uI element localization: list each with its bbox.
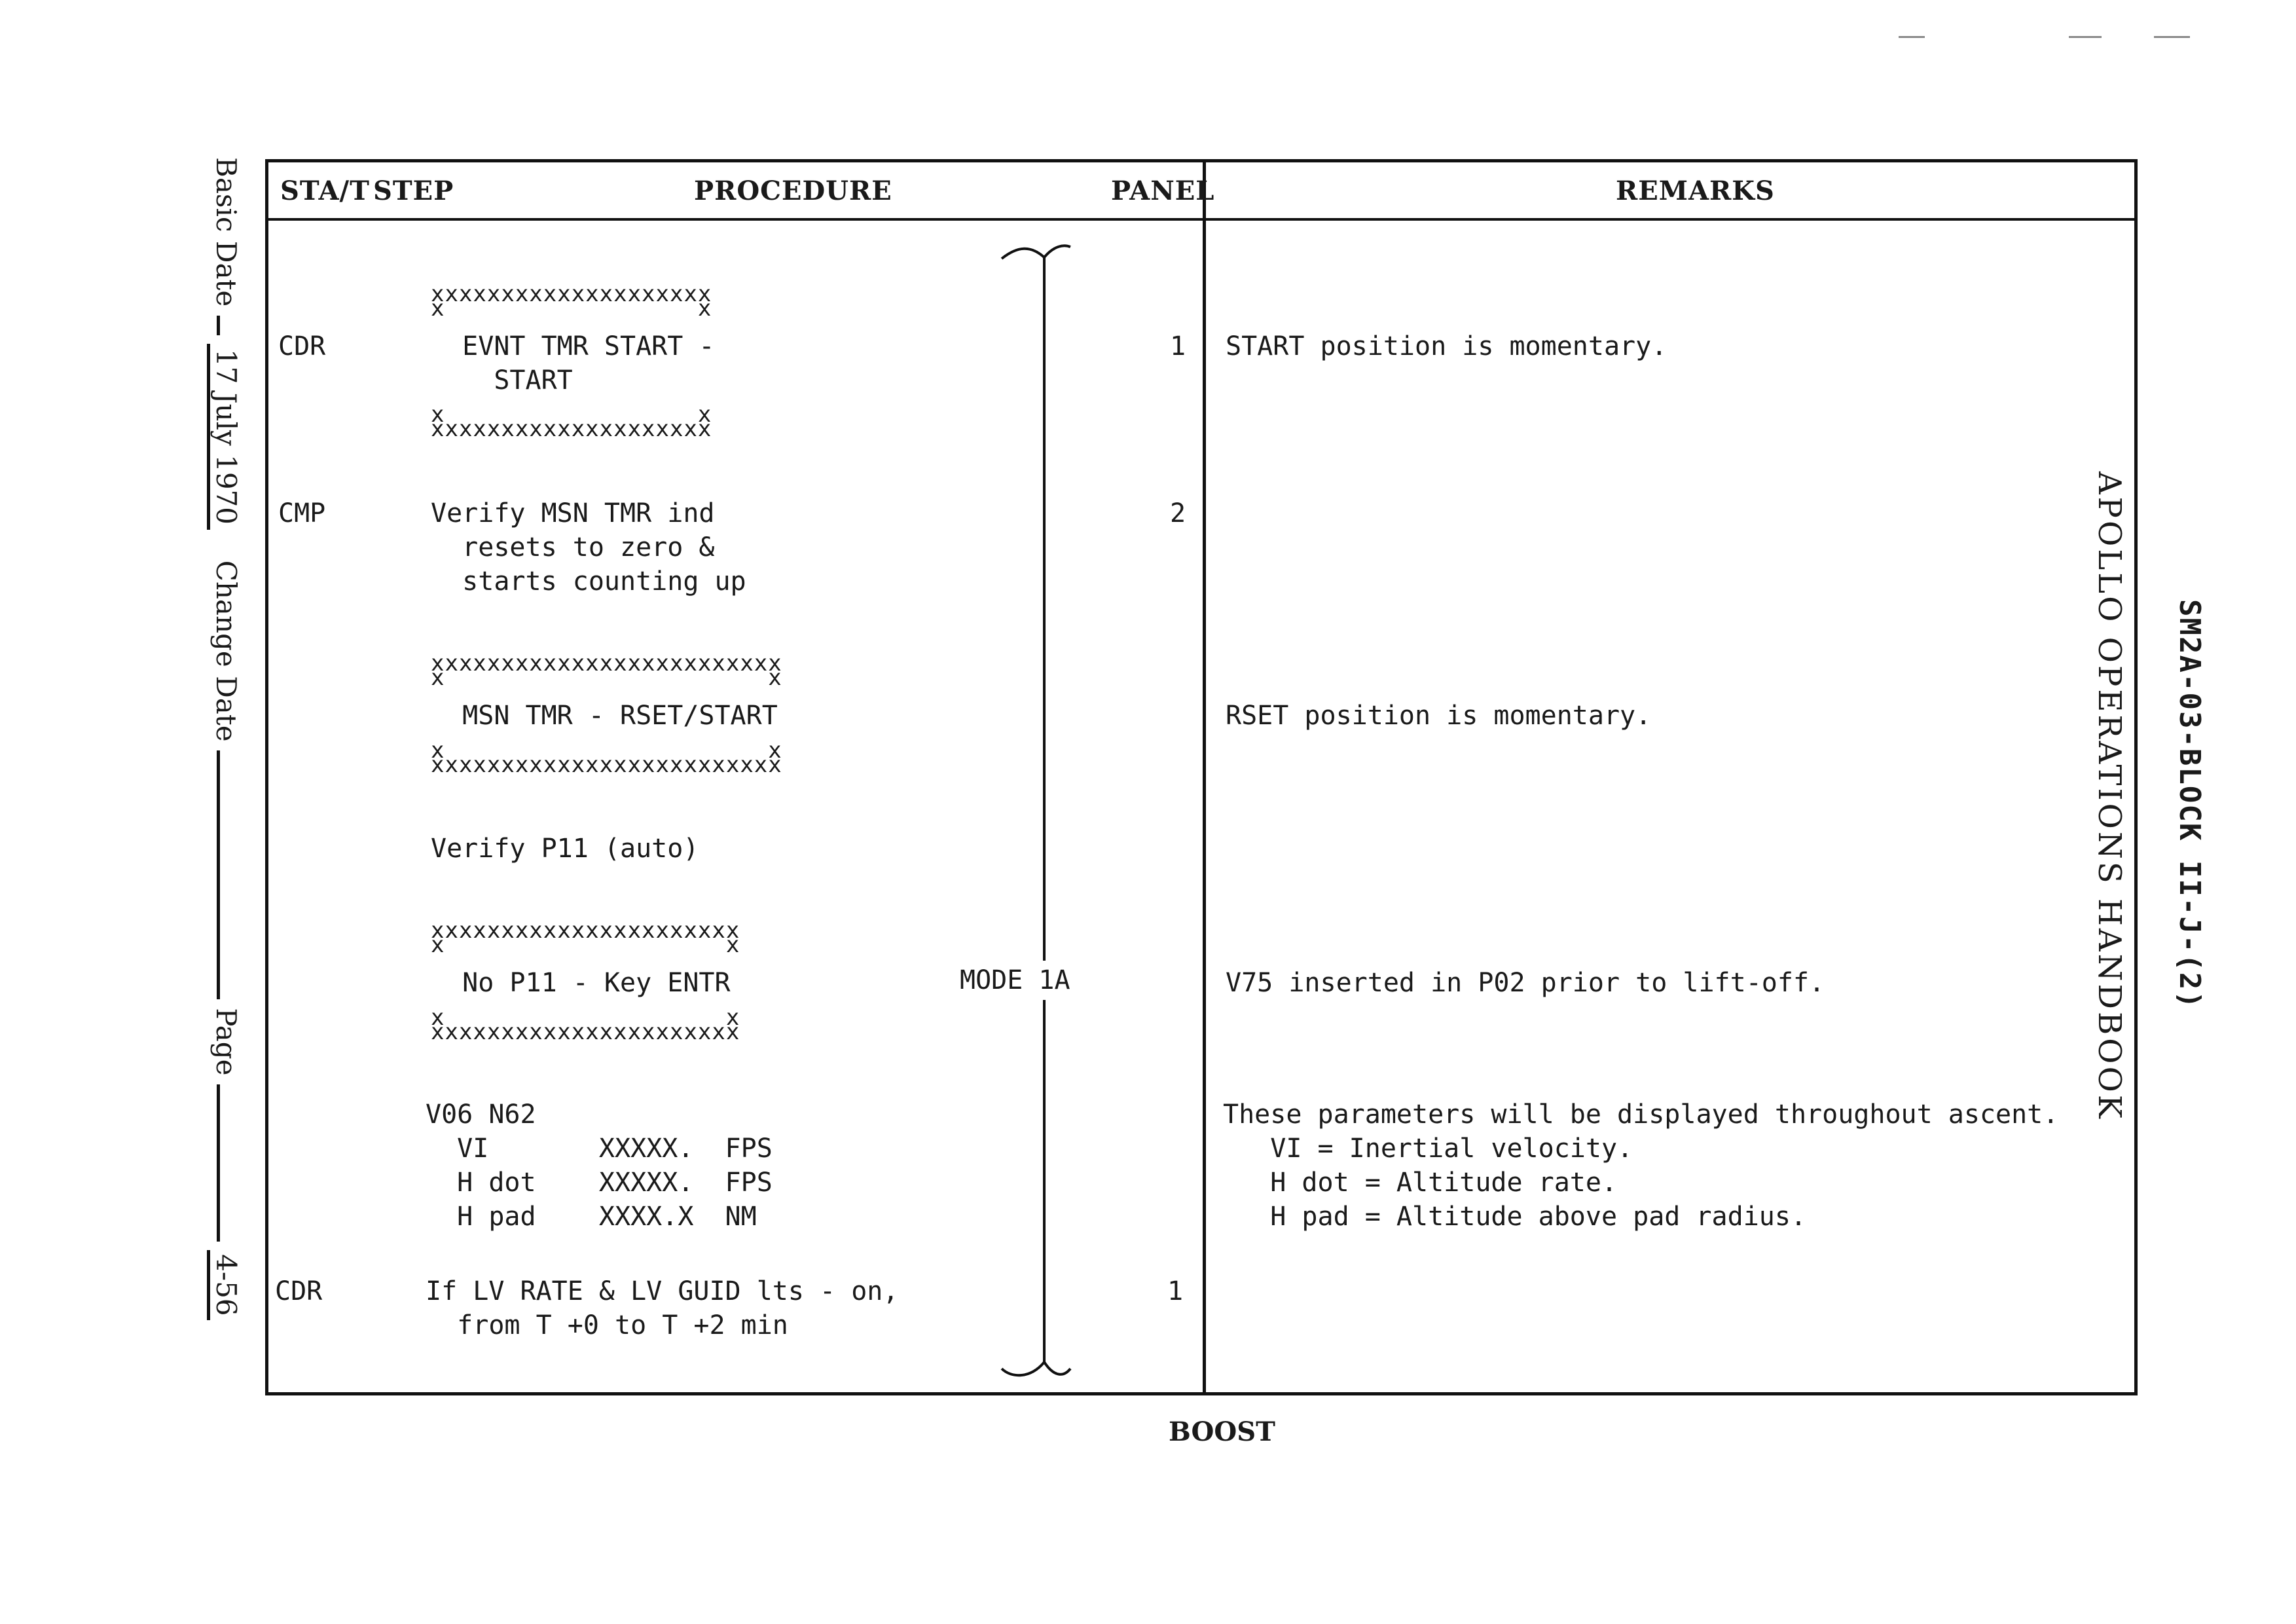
- page-label: Page: [210, 1008, 242, 1076]
- underline: [217, 316, 220, 335]
- emphasis-box-top: xxxxxxxxxxxxxxxxxxxxxxxxx x x: [431, 650, 782, 691]
- panel-number: 1: [1167, 1276, 1184, 1306]
- basic-date-value: 17 July 1970: [207, 344, 242, 530]
- procedure-step: If LV RATE & LV GUID lts - on, from T +0 to T +2 min: [426, 1276, 899, 1340]
- revision-strip: [207, 157, 242, 1401]
- station-cdr: CDR: [278, 331, 326, 361]
- scan-artifact: [2069, 36, 2102, 38]
- header-remarks: REMARKS: [1616, 175, 1775, 206]
- page-value: 4-56: [207, 1250, 242, 1320]
- document-id: SM2A-03-BLOCK II-J-(2): [2173, 599, 2206, 1010]
- remark: V75 inserted in P02 prior to lift-off.: [1226, 968, 1825, 998]
- underline: [217, 1084, 220, 1242]
- emphasis-box-top: xxxxxxxxxxxxxxxxxxxxxx x x: [431, 917, 740, 958]
- section-footer: BOOST: [1169, 1416, 1275, 1447]
- emphasis-box-bottom: x x xxxxxxxxxxxxxxxxxxxxxx: [431, 1005, 740, 1045]
- procedure-step: MSN TMR - RSET/START: [431, 701, 778, 731]
- mode-label: MODE 1A: [955, 961, 1076, 1000]
- remark: START position is momentary.: [1226, 331, 1667, 361]
- panel-number: 1: [1170, 331, 1186, 361]
- remark: RSET position is momentary.: [1226, 701, 1652, 731]
- emphasis-box-bottom: x x xxxxxxxxxxxxxxxxxxxx: [431, 401, 712, 442]
- remark: These parameters will be displayed throughout ascent. VI = Inertial velocity. H dot = Altitude rate. H pad = Altitude above pad radius.: [1223, 1099, 2059, 1232]
- procedure-step: V06 N62 VI XXXXX. FPS H dot XXXXX. FPS H pad XXXX.X NM: [426, 1099, 773, 1232]
- header-procedure: PROCEDURE: [694, 175, 892, 206]
- header-rule: [265, 218, 2138, 221]
- station-cmp: CMP: [278, 498, 326, 528]
- mode-brace: [982, 239, 1074, 1382]
- basic-date-label: Basic Date: [210, 157, 242, 307]
- emphasis-box-bottom: x x xxxxxxxxxxxxxxxxxxxxxxxxx: [431, 737, 782, 778]
- procedure-step: No P11 - Key ENTR: [431, 968, 731, 998]
- scan-artifact: [2154, 36, 2190, 38]
- header-panel: PANEL: [1111, 175, 1215, 206]
- procedure-step: Verify MSN TMR ind resets to zero & starts counting up: [431, 498, 746, 597]
- procedure-step: EVNT TMR START - START: [462, 331, 715, 396]
- column-divider: [1203, 159, 1206, 1395]
- station-cdr: CDR: [275, 1276, 323, 1306]
- change-date-label: Change Date: [210, 560, 242, 742]
- header-sta-t: STA/T: [280, 175, 370, 206]
- header-step: STEP: [373, 175, 454, 206]
- scan-artifact: [1899, 36, 1925, 38]
- emphasis-box-top: xxxxxxxxxxxxxxxxxxxx x x: [431, 281, 712, 322]
- change-date-blank: [217, 750, 220, 999]
- panel-number: 2: [1170, 498, 1186, 528]
- procedure-step: Verify P11 (auto): [431, 834, 699, 864]
- handbook-title: APOLLO OPERATIONS HANDBOOK: [2091, 471, 2128, 1121]
